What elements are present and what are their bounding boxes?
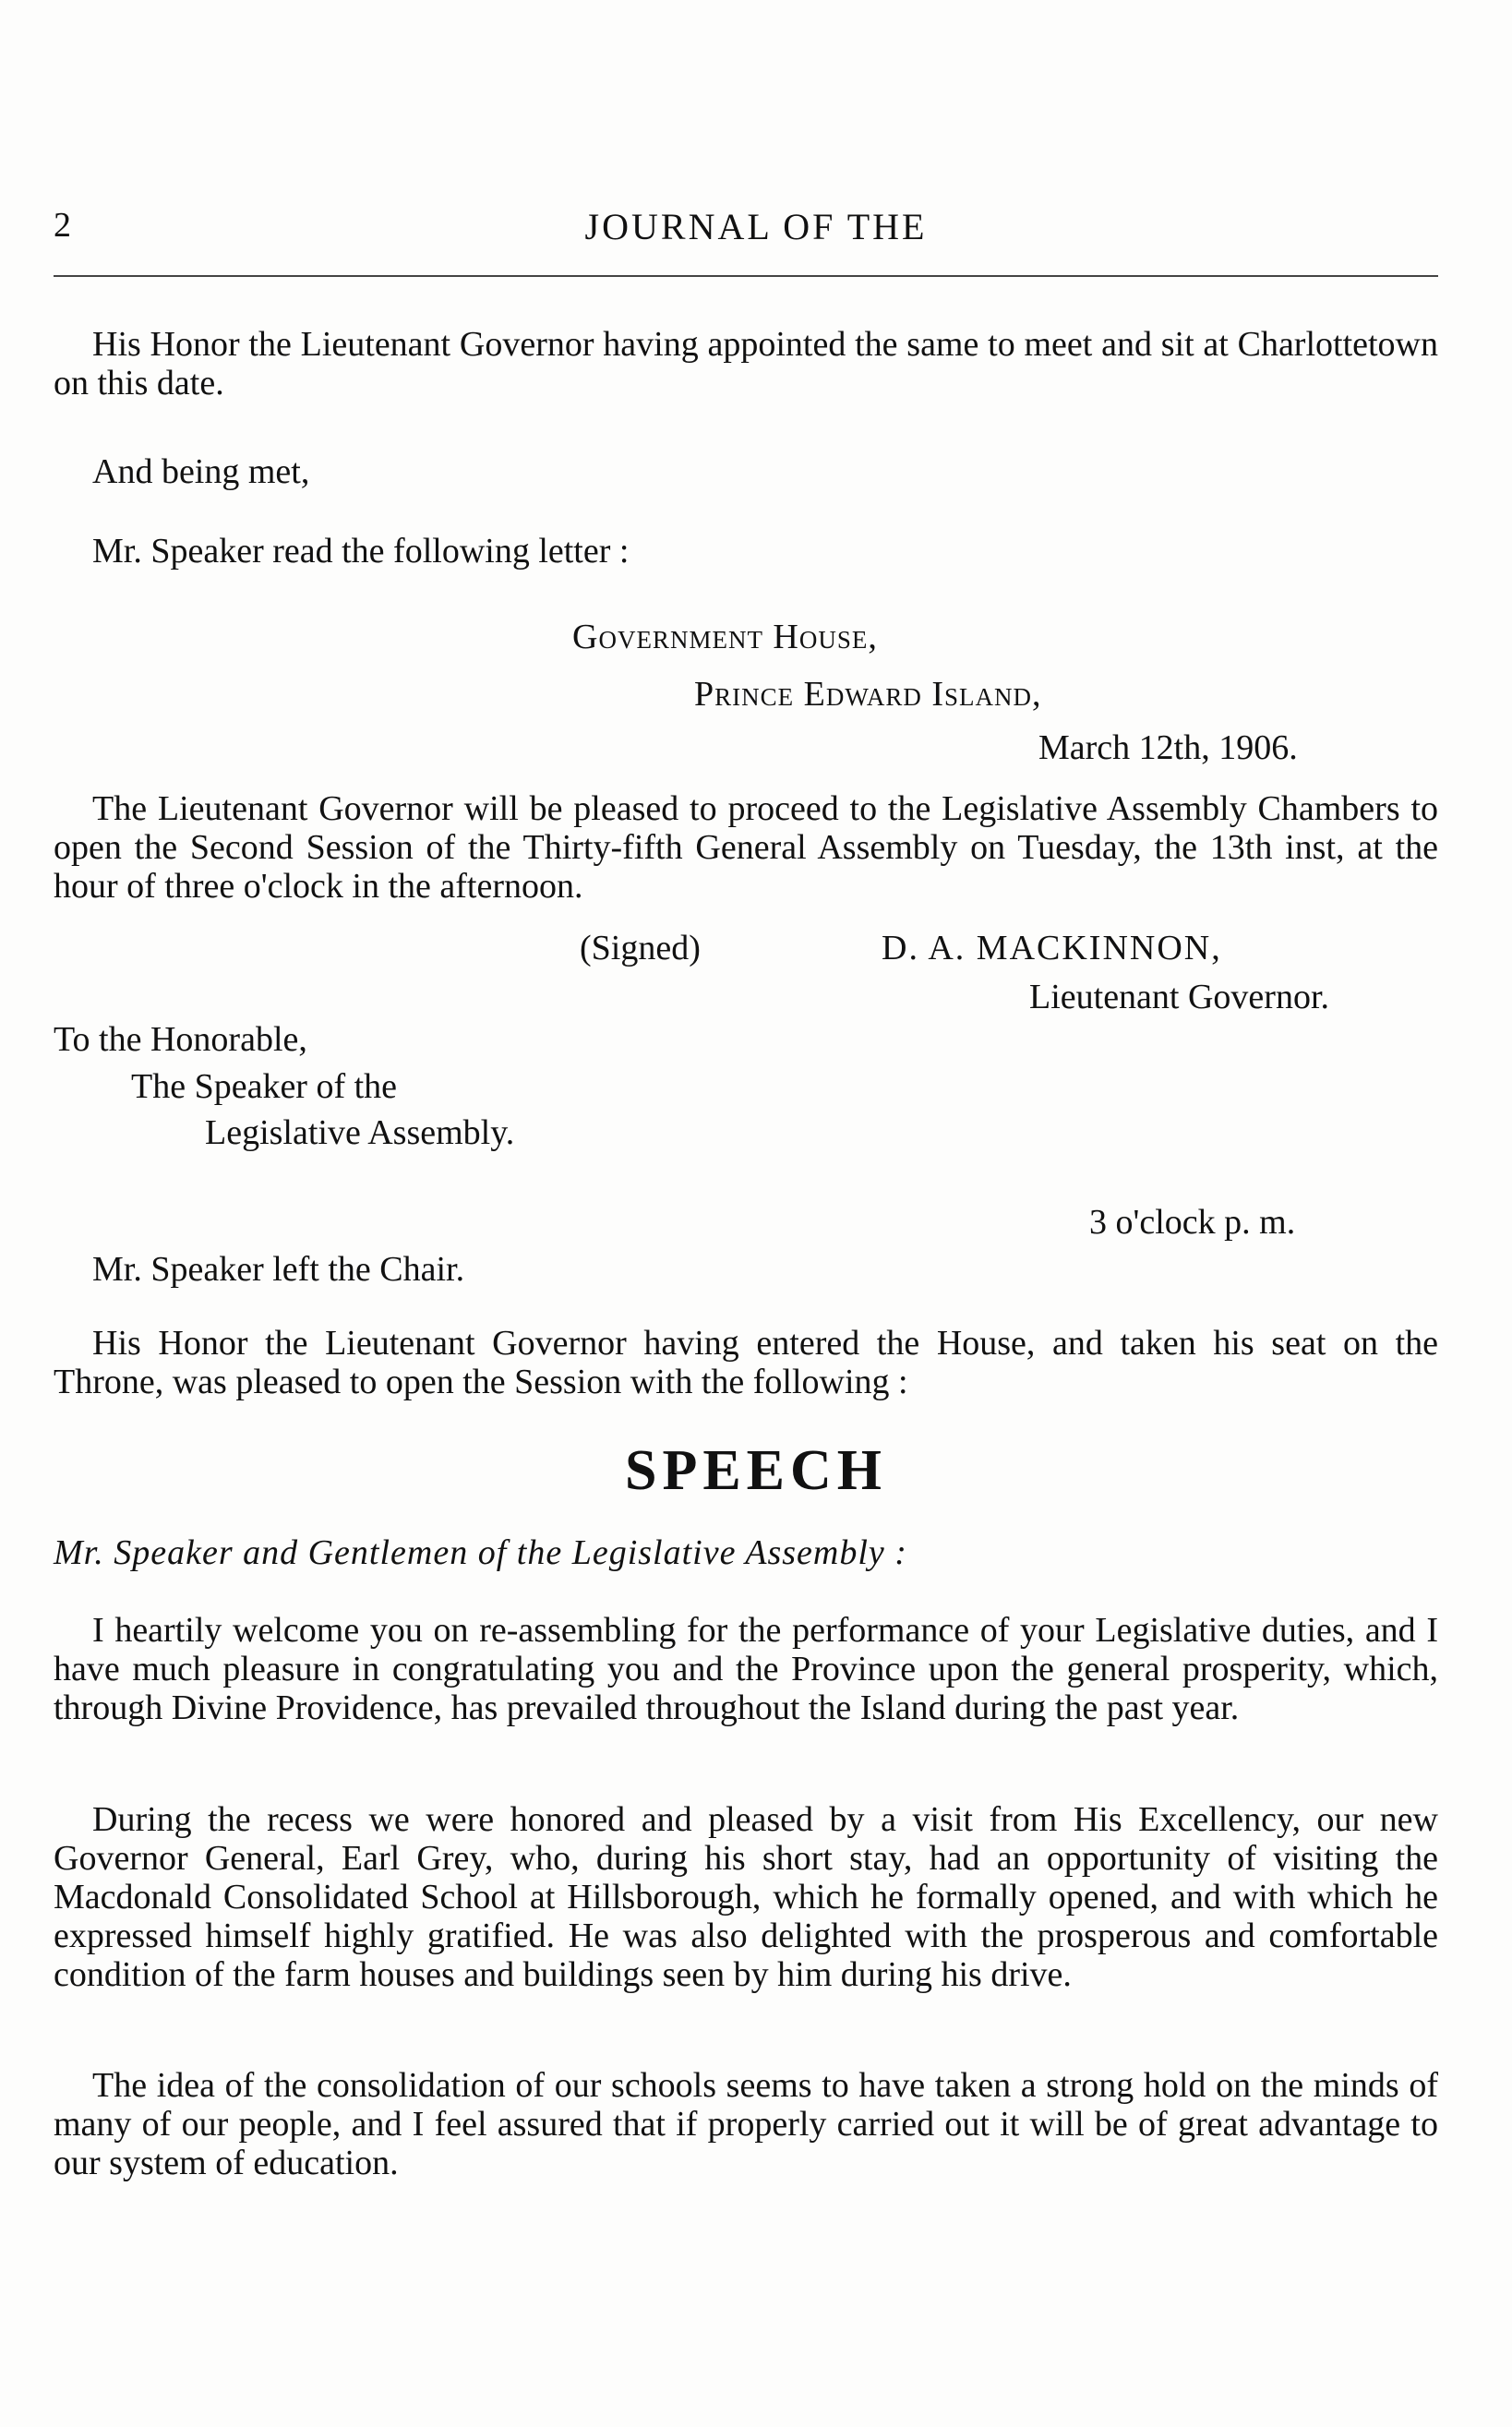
opening-read-letter: Mr. Speaker read the following letter : <box>92 532 630 571</box>
recipient-line3: Legislative Assembly. <box>205 1113 515 1152</box>
running-title: JOURNAL OF THE <box>584 206 928 247</box>
proceedings-time: 3 o'clock p. m. <box>1089 1203 1296 1242</box>
signatory-title: Lieutenant Governor. <box>1029 978 1330 1016</box>
opening-being-met: And being met, <box>92 452 310 491</box>
letter-body: The Lieutenant Governor will be pleased to proceed to the Legislative Assembly Chambers to open the Second Session of the Thirty-fifth General Assembly on Tuesday, the 13th inst, at the hour of three o'clock in the afternoon. <box>54 789 1438 906</box>
speech-paragraph-3: The idea of the consolidation of our schools seems to have taken a strong hold on the minds of many of our people, and I feel assured that if properly carried out it will be of great advantage to our system of education. <box>54 2066 1438 2182</box>
signatory-name: D. A. MACKINNON, <box>882 929 1222 967</box>
speech-paragraph-2: During the recess we were honored and pleased by a visit from His Excellency, our new Governor General, Earl Grey, who, during his short stay, had an opportunity of visiting the Macdonald Consolidated School at Hillsborough, which he formally opened, and with which he expressed himself highly gratified. He was also delighted with the prosperous and comfortable condition of the farm houses and buildings seen by him during his drive. <box>54 1800 1438 1994</box>
opening-paragraph: His Honor the Lieutenant Governor having appointed the same to meet and sit at Charlottetown on this date. <box>54 325 1438 402</box>
letter-address-line2: Prince Edward Island, <box>694 675 1042 714</box>
proceedings-entry: His Honor the Lieutenant Governor having entered the House, and taken his seat on the Throne, was pleased to open the Session with the following : <box>54 1324 1438 1401</box>
signed-label: (Signed) <box>580 929 701 967</box>
letter-address-line1: Government House, <box>572 618 878 656</box>
speech-heading: SPEECH <box>624 1439 888 1502</box>
header-rule <box>54 275 1438 277</box>
recipient-line1: To the Honorable, <box>54 1020 307 1059</box>
speech-paragraph-1: I heartily welcome you on re-assembling for the performance of your Legislative duties, and I have much pleasure in congratulating you and the Province upon the general prosperity, which, through Divine Providence, has prevailed throughout the Island during the past year. <box>54 1611 1438 1727</box>
speech-salutation: Mr. Speaker and Gentlemen of the Legislative Assembly : <box>54 1533 907 1572</box>
page-number: 2 <box>54 206 71 245</box>
speaker-left-chair: Mr. Speaker left the Chair. <box>92 1250 465 1289</box>
recipient-line2: The Speaker of the <box>131 1067 398 1106</box>
letter-date: March 12th, 1906. <box>1038 728 1298 767</box>
